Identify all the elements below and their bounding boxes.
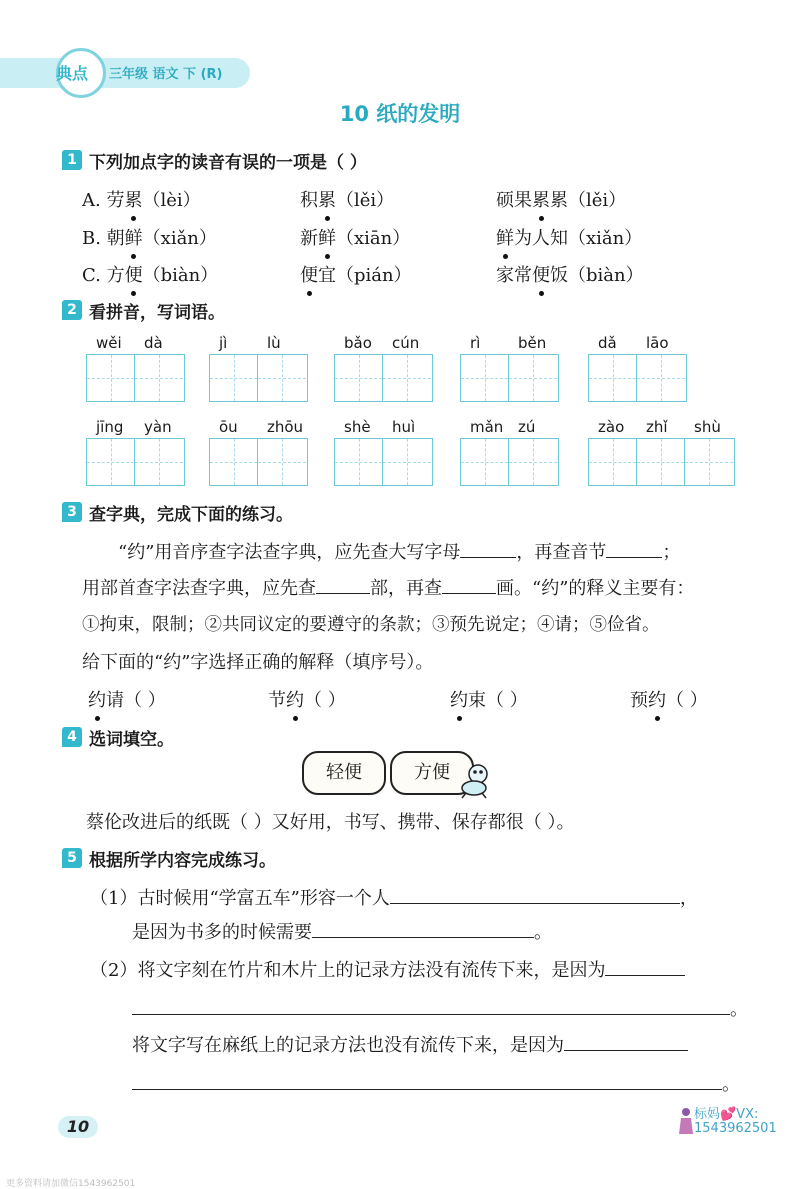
q3-item — [268, 686, 346, 712]
q3-meanings: ①拘束，限制；②共同议定的要遵守的条款；③预先说定；④请；⑤俭省。 — [82, 615, 660, 635]
writing-grid[interactable] — [334, 354, 433, 402]
q1-option — [82, 261, 218, 287]
item-answer-bracket[interactable]: （ ） — [304, 690, 346, 711]
item-answer-bracket[interactable]: （ ） — [666, 690, 708, 711]
answer-line[interactable] — [312, 920, 534, 938]
dotted-character: 累 — [532, 186, 550, 212]
writing-grid[interactable] — [588, 438, 735, 486]
q1-option — [300, 186, 394, 212]
option-pinyin: 饭（biàn） — [550, 265, 644, 286]
q3-text: ，再查音节 — [516, 542, 607, 563]
q1-option — [82, 186, 201, 212]
answer-line[interactable] — [605, 958, 685, 976]
word-card-2: 方便 — [390, 751, 474, 795]
q3-text: ； — [662, 542, 681, 563]
pinyin-syllable: běn — [518, 334, 547, 352]
q5-text: 。 — [534, 922, 552, 943]
writing-grid[interactable] — [460, 354, 559, 402]
answer-line[interactable] — [564, 1033, 688, 1051]
question-title: 选词填空。 — [89, 730, 174, 750]
dotted-character: 便 — [300, 261, 318, 287]
q3-item — [88, 686, 166, 712]
grid-cell[interactable] — [509, 439, 557, 485]
writing-grid[interactable] — [588, 354, 687, 402]
q3-line-1 — [118, 538, 680, 564]
page-number: 10 — [58, 1116, 98, 1138]
watermark — [694, 1108, 777, 1136]
pinyin-syllable: wěi — [96, 334, 122, 352]
option-text: 硕果 — [496, 190, 532, 211]
grid-cell[interactable] — [335, 355, 383, 401]
q5-text: （1）古时候用“学富五车”形容一个人 — [90, 888, 390, 909]
pinyin-syllable: dǎ — [598, 334, 617, 352]
pinyin-syllable: zào — [598, 418, 625, 436]
q3-instruction: 给下面的“约”字选择正确的解释（填序号）。 — [82, 652, 434, 673]
grid-cell[interactable] — [589, 355, 637, 401]
pinyin-syllable: mǎn — [470, 418, 504, 436]
dotted-character: 累 — [124, 186, 142, 212]
fill-blank[interactable] — [316, 576, 370, 594]
dotted-character: 鲜 — [125, 224, 143, 250]
pinyin-syllable: lāo — [646, 334, 669, 352]
pinyin-syllable: lù — [267, 334, 281, 352]
item-answer-bracket[interactable]: 请（ ） — [106, 690, 166, 711]
question-title: 下列加点字的读音有误的一项是（ ） — [89, 153, 367, 173]
grid-cell[interactable] — [258, 355, 306, 401]
option-text: 积 — [300, 190, 318, 211]
dotted-character: 累 — [318, 186, 336, 212]
dotted-character: 约 — [450, 686, 468, 712]
bug-mascot-icon — [456, 760, 494, 800]
fill-blank[interactable] — [442, 576, 496, 594]
grid-cell[interactable] — [210, 439, 258, 485]
pinyin-syllable: zú — [518, 418, 536, 436]
question-title: 根据所学内容完成练习。 — [89, 851, 276, 871]
q1-option — [82, 224, 217, 250]
grid-cell[interactable] — [87, 439, 135, 485]
q4-sentence: 蔡伦改进后的纸既（ ）又好用，书写、携带、保存都很（ ）。 — [86, 812, 575, 833]
grid-cell[interactable] — [383, 355, 431, 401]
pinyin-syllable: jīng — [96, 418, 124, 436]
q1-option — [496, 224, 642, 250]
q5-text: （2）将文字刻在竹片和木片上的记录方法没有流传下来，是因为 — [90, 960, 606, 981]
logo-text: 典点 — [56, 64, 89, 83]
writing-grid[interactable] — [209, 354, 308, 402]
q3-item — [450, 686, 528, 712]
q3-text: “约”用音序查字法查字典，应先查大写字母 — [118, 542, 461, 563]
pinyin-syllable: cún — [392, 334, 420, 352]
q3-text: 画。“约”的释义主要有： — [496, 578, 695, 599]
pinyin-syllable: ōu — [219, 418, 238, 436]
option-pinyin: 为人知（xiǎn） — [514, 228, 643, 249]
question-number: 4 — [62, 727, 82, 747]
pinyin-syllable: jì — [219, 334, 228, 352]
q1-option — [496, 261, 644, 287]
writing-grid[interactable] — [209, 438, 308, 486]
q3-text: 用部首查字法查字典，应先查 — [82, 578, 316, 599]
q3-text: 部，再查 — [370, 578, 442, 599]
dotted-character: 鲜 — [496, 224, 514, 250]
grid-cell[interactable] — [685, 439, 733, 485]
grid-cell[interactable] — [509, 355, 557, 401]
grid-cell[interactable] — [637, 355, 685, 401]
watermark-line: 1543962501 — [694, 1121, 777, 1136]
grade-label: 三年级 语文 下 (R) — [109, 67, 223, 82]
option-text: B. 朝 — [82, 228, 125, 249]
dotted-character: 约 — [648, 686, 666, 712]
option-text: C. 方 — [82, 265, 125, 286]
fill-blank[interactable] — [606, 540, 662, 558]
dotted-character: 便 — [532, 261, 550, 287]
q3-line-2 — [82, 574, 694, 600]
option-pinyin: （lěi） — [336, 190, 395, 211]
option-pinyin: （xiǎn） — [142, 228, 217, 249]
option-text: 新 — [300, 228, 318, 249]
answer-line[interactable] — [132, 1072, 722, 1090]
figure-icon — [678, 1106, 694, 1136]
grid-cell[interactable] — [135, 355, 183, 401]
pinyin-syllable: yàn — [144, 418, 172, 436]
q5-text: 。 — [722, 1074, 740, 1095]
q5-part3-line1 — [132, 1031, 688, 1057]
option-text: 家常 — [496, 265, 532, 286]
watermark-line: 标妈💕VX: — [694, 1107, 759, 1122]
q5-text: 。 — [730, 999, 748, 1020]
pinyin-syllable: dà — [144, 334, 163, 352]
pinyin-syllable: huì — [392, 418, 416, 436]
grid-cell[interactable] — [258, 439, 306, 485]
grid-cell[interactable] — [383, 439, 431, 485]
answer-line[interactable] — [390, 886, 680, 904]
pinyin-syllable: zhǐ — [646, 418, 668, 436]
dotted-character: 便 — [125, 261, 143, 287]
q1-option — [300, 224, 410, 250]
pinyin-syllable: rì — [470, 334, 481, 352]
question-number: 3 — [62, 502, 82, 522]
item-text: 预 — [630, 690, 648, 711]
pinyin-syllable: bǎo — [344, 334, 372, 352]
grid-cell[interactable] — [637, 439, 685, 485]
grid-cell[interactable] — [87, 355, 135, 401]
option-pinyin: （biàn） — [142, 265, 219, 286]
pinyin-syllable: shù — [694, 418, 721, 436]
grid-cell[interactable] — [210, 355, 258, 401]
writing-grid[interactable] — [334, 438, 433, 486]
grid-cell[interactable] — [589, 439, 637, 485]
q5-part2-line2 — [132, 995, 748, 1021]
dotted-character: 约 — [286, 686, 304, 712]
writing-grid[interactable] — [460, 438, 559, 486]
question-title: 看拼音，写词语。 — [89, 303, 225, 323]
question-number: 5 — [62, 848, 82, 868]
grid-cell[interactable] — [335, 439, 383, 485]
question-number: 1 — [62, 150, 82, 170]
word-card-1: 轻便 — [302, 751, 386, 795]
option-pinyin: （lèi） — [142, 190, 201, 211]
q3-item — [630, 686, 708, 712]
q5-text: ， — [679, 888, 698, 909]
option-pinyin: 累（lěi） — [550, 190, 627, 211]
writing-grid[interactable] — [86, 354, 185, 402]
pinyin-syllable: zhōu — [267, 418, 304, 436]
item-answer-bracket[interactable]: 束（ ） — [468, 690, 528, 711]
q5-text: 将文字写在麻纸上的记录方法也没有流传下来，是因为 — [132, 1035, 564, 1056]
option-text: A. 劳 — [82, 190, 125, 211]
q1-option — [300, 261, 412, 287]
option-pinyin: （xiān） — [336, 228, 411, 249]
answer-line[interactable] — [132, 997, 730, 1015]
grid-cell[interactable] — [461, 439, 509, 485]
writing-grid[interactable] — [86, 438, 185, 486]
grid-cell[interactable] — [135, 439, 183, 485]
pinyin-syllable: shè — [344, 418, 371, 436]
grid-cell[interactable] — [461, 355, 509, 401]
option-pinyin: 宜（pián） — [318, 265, 412, 286]
dotted-character: 约 — [88, 686, 106, 712]
footer-faint-text: 更多资料请加微信1543962501 — [6, 1179, 136, 1189]
question-number: 2 — [62, 300, 82, 320]
item-text: 节 — [268, 690, 286, 711]
q5-part2-line1 — [90, 956, 685, 982]
q1-option — [496, 186, 626, 212]
dotted-character: 鲜 — [318, 224, 336, 250]
q5-text: 是因为书多的时候需要 — [132, 922, 312, 943]
fill-blank[interactable] — [460, 540, 516, 558]
question-title: 查字典，完成下面的练习。 — [89, 505, 293, 525]
q5-part1-line1 — [90, 884, 698, 910]
lesson-title: 10 纸的发明 — [339, 102, 461, 126]
q5-part1-line2 — [132, 918, 552, 944]
q5-part3-line2 — [132, 1070, 740, 1096]
